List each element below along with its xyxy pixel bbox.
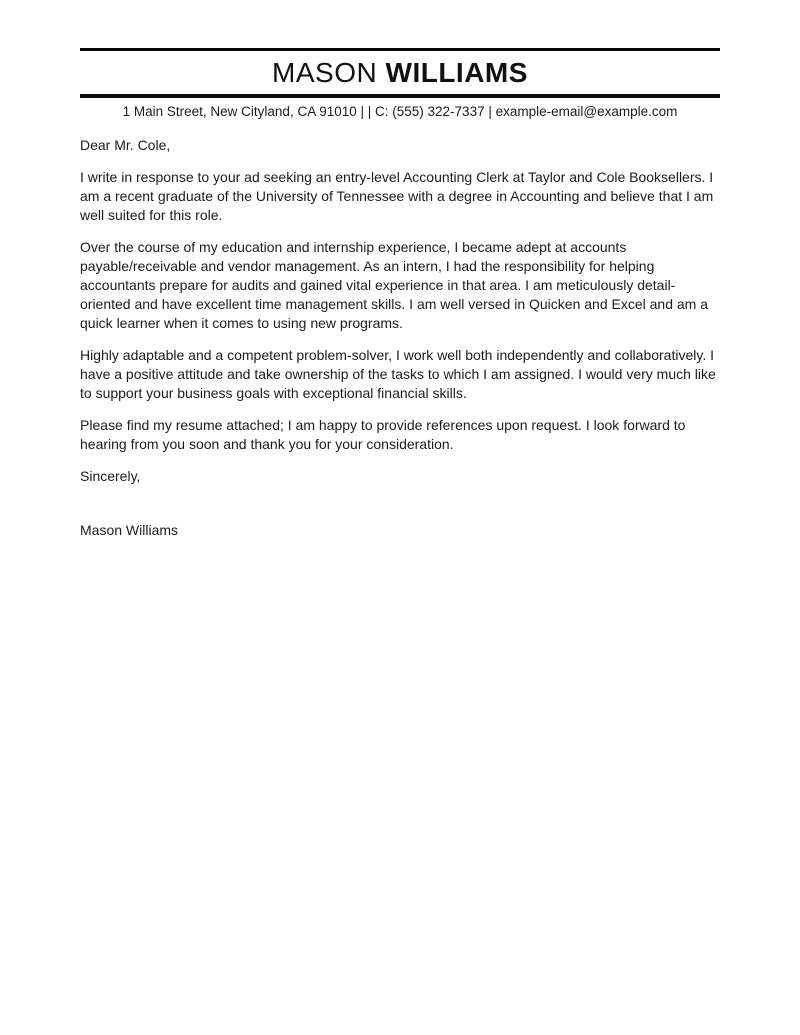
closing: Sincerely, [80, 468, 141, 484]
paragraph-intro: I write in response to your ad seeking an entry-level Accounting Clerk at Taylor and Cole Booksellers. I am a recent graduate of the University of Tennessee with a degree in Accounting and believe that I am well suited for this role. [80, 169, 714, 223]
letterhead-last-name: WILLIAMS [385, 56, 528, 88]
paragraph-skills: Highly adaptable and a competent problem-solver, I work well both independently and collaboratively. I have a positive attitude and take ownership of the tasks to which I am assigned. I would very much like to support your business goals with exceptional financial skills. [80, 347, 716, 401]
signature-name: Mason Williams [80, 522, 179, 538]
paragraph-resume: Please find my resume attached; I am happy to provide references upon request. I look forward to hearing from you soon and thank you for your consideration. [80, 417, 686, 452]
letterhead-name-space [377, 57, 385, 89]
header-bottom-rule [80, 94, 720, 98]
contact-line: 1 Main Street, New Cityland, CA 91010 | | C: (555) 322-7337 | example-email@example.com [122, 104, 678, 119]
letterhead-name [80, 51, 720, 94]
salutation: Dear Mr. Cole, [80, 137, 171, 153]
letterhead-first-name: MASON [272, 56, 378, 88]
paragraph-experience: Over the course of my education and internship experience, I became adept at accounts payable/receivable and vendor management. As an intern, I had the responsibility for helping accountants prepare for audits and gained vital experience in that area. I am meticulously detail-oriented and have excellent time management skills. I am well versed in Quicken and Excel and am a quick learner when it comes to using new programs. [80, 239, 708, 331]
letter-body [80, 136, 720, 540]
